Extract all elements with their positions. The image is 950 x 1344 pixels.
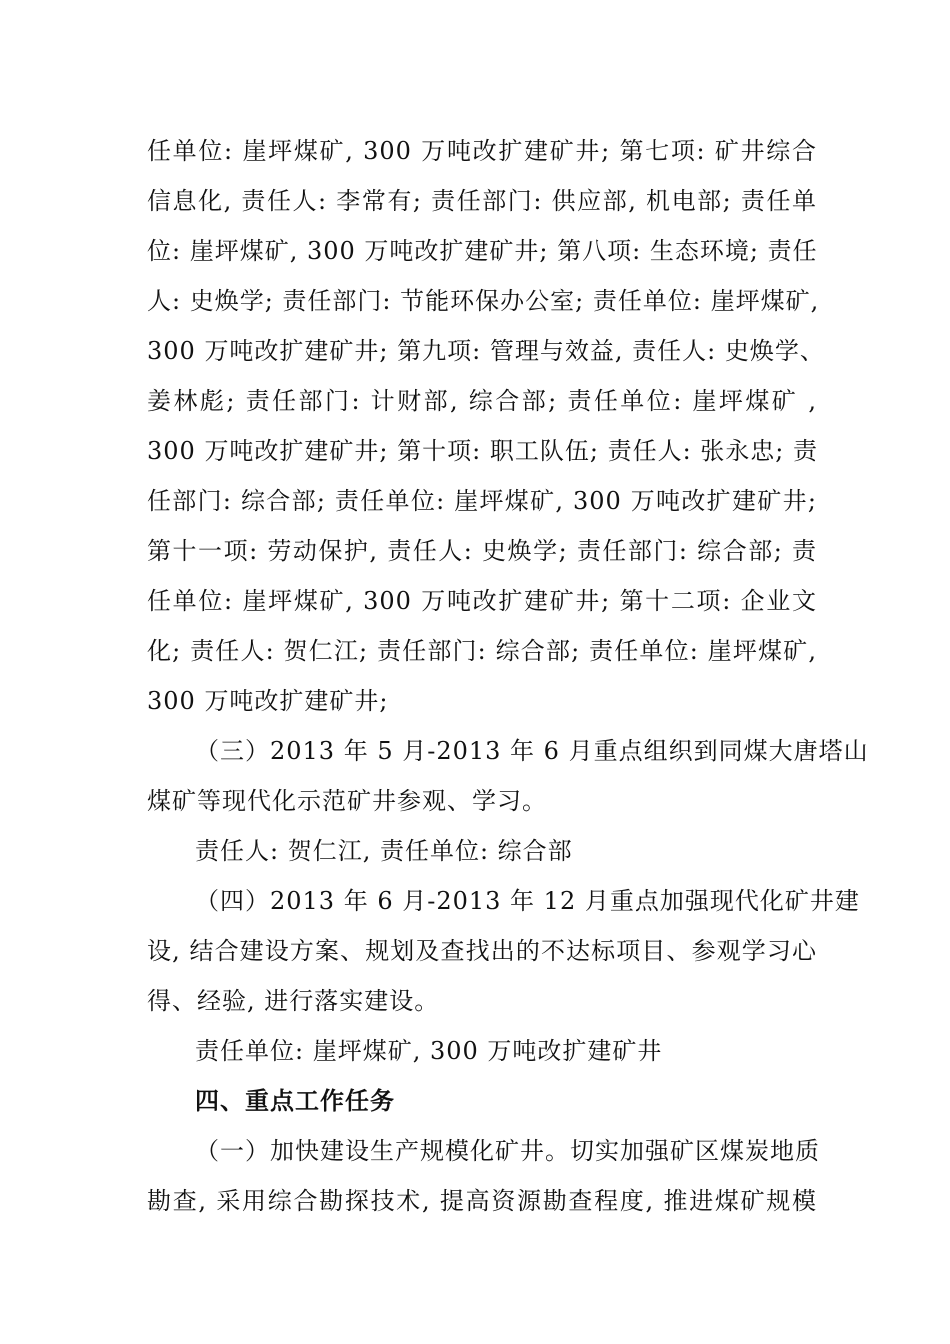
- text-line: 人: 史焕学; 责任部门: 节能环保办公室; 责任单位: 崖坪煤矿,: [147, 287, 820, 315]
- text-line: 第十一项: 劳动保护, 责任人: 史焕学; 责任部门: 综合部; 责: [147, 537, 817, 565]
- text-line: 化; 责任人: 贺仁江; 责任部门: 综合部; 责任单位: 崖坪煤矿,: [147, 637, 817, 665]
- paragraph-line: （三）2013 年 5 月-2013 年 6 月重点组织到同煤大唐塔山: [195, 737, 869, 765]
- text-line: 300 万吨改扩建矿井; 第十项: 职工队伍; 责任人: 张永忠; 责: [147, 437, 819, 465]
- text-line: 任部门: 综合部; 责任单位: 崖坪煤矿, 300 万吨改扩建矿井;: [147, 487, 817, 515]
- text-line: 勘查, 采用综合勘探技术, 提高资源勘查程度, 推进煤矿规模: [147, 1187, 817, 1215]
- text-line: 姜林彪; 责任部门: 计财部, 综合部; 责任单位: 崖坪煤矿 ,: [147, 387, 817, 415]
- text-line: 位: 崖坪煤矿, 300 万吨改扩建矿井; 第八项: 生态环境; 责任: [147, 237, 818, 265]
- section-heading: 四、重点工作任务: [195, 1087, 395, 1115]
- text-line: 设, 结合建设方案、规划及查找出的不达标项目、参观学习心: [147, 937, 817, 965]
- text-line: 信息化, 责任人: 李常有; 责任部门: 供应部, 机电部; 责任单: [147, 187, 817, 215]
- text-line: 300 万吨改扩建矿井;: [147, 687, 389, 715]
- responsible-line: 责任人: 贺仁江, 责任单位: 综合部: [195, 837, 573, 865]
- text-line: 得、经验, 进行落实建设。: [147, 987, 440, 1015]
- text-line: 煤矿等现代化示范矿井参观、学习。: [147, 787, 547, 815]
- text-line: 任单位: 崖坪煤矿, 300 万吨改扩建矿井; 第七项: 矿井综合: [147, 137, 817, 165]
- paragraph-line: （四）2013 年 6 月-2013 年 12 月重点加强现代化矿井建: [195, 887, 860, 915]
- paragraph-line: （一）加快建设生产规模化矿井。切实加强矿区煤炭地质: [195, 1137, 820, 1165]
- responsible-line: 责任单位: 崖坪煤矿, 300 万吨改扩建矿井: [195, 1037, 663, 1065]
- text-line: 任单位: 崖坪煤矿, 300 万吨改扩建矿井; 第十二项: 企业文: [147, 587, 817, 615]
- text-line: 300 万吨改扩建矿井; 第九项: 管理与效益, 责任人: 史焕学、: [147, 337, 825, 365]
